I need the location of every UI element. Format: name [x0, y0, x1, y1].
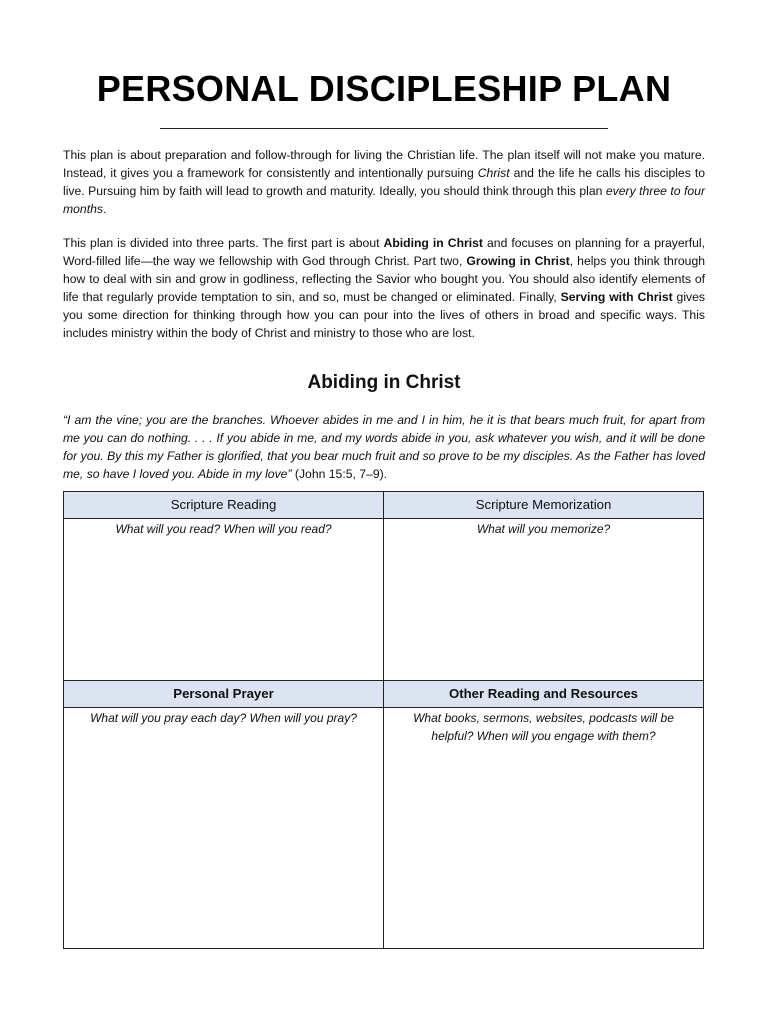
part-name-abiding: Abiding in Christ: [383, 236, 483, 250]
intro-text: This plan is about preparation and follow-through for living the Christian life. The plan itself will not make you mature. Instead, it gives you a framework for consistently and intentionally pursuing: [63, 148, 705, 180]
quote-text: “I am the vine; you are the branches. Whoever abides in me and I in him, he it is that bears much fruit, for apart from me you can do nothing. . . . If you abide in me, and my words abide in you, ask whatever you wish, and it will be done for you. By this my Father is glorified, that you bear much fruit and so prove to be my disciples. As the Father has loved me, so have I loved you. Abide in my love”: [63, 413, 705, 481]
scripture-quote: [63, 411, 705, 483]
quote-reference: (John 15:5, 7–9).: [291, 467, 388, 481]
scripture-reading-prompt: What will you read? When will you read?: [115, 522, 332, 536]
scripture-reading-header: Scripture Reading: [64, 492, 383, 519]
personal-prayer-cell[interactable]: [64, 680, 384, 948]
page-title: PERSONAL DISCIPLESHIP PLAN: [96, 68, 672, 109]
intro-text: and the life he calls his disciples to live. Pursuing him by faith will lead to growth and maturity. Ideally, you should think through this plan: [63, 166, 705, 198]
other-reading-header: Other Reading and Resources: [384, 681, 703, 708]
personal-prayer-header: Personal Prayer: [64, 681, 383, 708]
intro-text: This plan is divided into three parts. The first part is about: [63, 236, 384, 250]
section-heading: Abiding in Christ: [307, 372, 461, 393]
intro-paragraph-1: [63, 146, 705, 218]
personal-prayer-prompt: What will you pray each day? When will you pray?: [90, 711, 357, 725]
scripture-memorization-header: Scripture Memorization: [384, 492, 703, 519]
intro-emphasis-frequency: every three to four months: [63, 184, 706, 216]
other-reading-cell[interactable]: [384, 680, 703, 948]
intro-emphasis-christ: Christ: [477, 166, 510, 180]
scripture-reading-cell[interactable]: [64, 492, 384, 680]
scripture-memorization-cell[interactable]: [384, 492, 703, 680]
part-name-growing: Growing in Christ: [466, 254, 570, 268]
intro-text: .: [102, 202, 107, 216]
intro-text: , helps you think through how to deal with sin and grow in godliness, reflecting the Savior who bought you. You should also identify elements of life that regularly provide temptation to sin, and so, must be changed or eliminated. Finally,: [63, 254, 705, 304]
other-reading-prompt: What books, sermons, websites, podcasts will be helpful? When will you engage with them?: [413, 711, 674, 743]
part-name-serving: Serving with Christ: [560, 290, 673, 304]
intro-paragraph-2: [63, 234, 705, 342]
scripture-memorization-prompt: What will you memorize?: [476, 522, 611, 536]
intro-text: and focuses on planning for a prayerful, Word-filled life—the way we fellowship with God through Christ. Part two,: [63, 236, 705, 268]
title-divider: [160, 128, 608, 129]
planning-table: [63, 491, 704, 949]
intro-text: gives you some direction for thinking through how you can pour into the lives of others in broad and specific ways. This includes ministry within the body of Christ and ministry to those who are lost.: [63, 290, 706, 340]
